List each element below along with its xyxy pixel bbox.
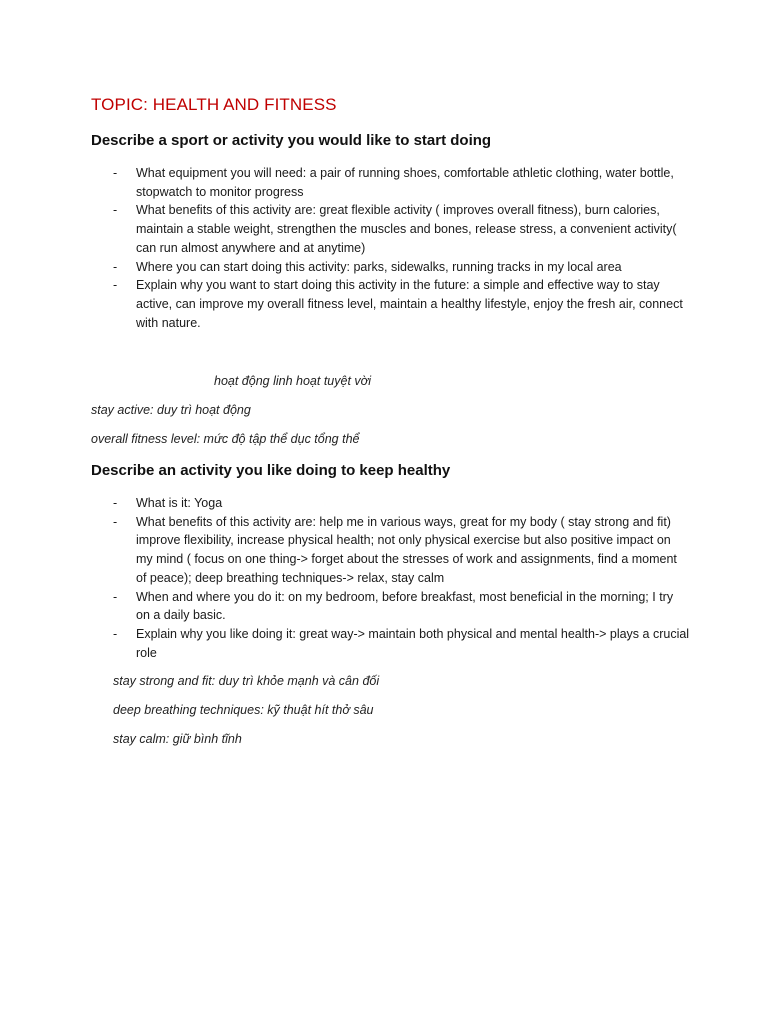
topic-title: TOPIC: HEALTH AND FITNESS [91, 95, 337, 114]
list-item [0, 513, 690, 588]
section2-list [0, 494, 690, 662]
list-item-text: When and where you do it: on my bedroom, before breakfast, most beneficial in the morning; I try on a daily basic. [136, 589, 674, 623]
section1-heading: Describe a sport or activity you would like to start doing [91, 132, 492, 149]
vocab-note: stay strong and fit: duy trì khỏe mạnh và cân đối [113, 674, 380, 688]
list-item-text: Explain why you like doing it: great way-> maintain both physical and mental health-> plays a crucial role [136, 626, 690, 660]
vocab-note: hoạt động linh hoạt tuyệt vời [214, 374, 371, 388]
section2-heading: Describe an activity you like doing to keep healthy [91, 462, 451, 479]
vocab-note: stay calm: giữ bình tĩnh [113, 732, 242, 746]
list-item-text: Explain why you want to start doing this activity in the future: a simple and effective way to stay active, can improve my overall fitness level, maintain a healthy lifestyle, enjoy the fresh air, connect with nature. [136, 278, 683, 330]
list-item-text: What equipment you will need: a pair of running shoes, comfortable athletic clothing, water bottle, stopwatch to monitor progress [136, 166, 674, 199]
list-item-text: Where you can start doing this activity: parks, sidewalks, running tracks in my local area [136, 259, 622, 274]
list-item [0, 588, 690, 625]
vocab-note: overall fitness level: mức độ tập thể dục tổng thể [91, 432, 360, 446]
bullet-dash: - [113, 496, 118, 510]
bullet-dash: - [113, 166, 118, 180]
vocab-note: deep breathing techniques: kỹ thuật hít thở sâu [113, 703, 374, 717]
list-item [0, 625, 690, 662]
bullet-dash: - [113, 514, 118, 529]
bullet-dash: - [113, 278, 118, 293]
list-item [0, 201, 690, 257]
list-item [0, 258, 690, 277]
list-item [0, 276, 690, 332]
bullet-dash: - [113, 589, 118, 604]
section1-list [0, 164, 690, 332]
list-item-text: What benefits of this activity are: great flexible activity ( improves overall fitness), burn calories, maintain a stable weight, strengthen the muscles and bones, release stress, a convenient activity( can run almost anywhere and at anytime) [136, 203, 677, 255]
list-item [0, 494, 690, 513]
bullet-dash: - [113, 203, 118, 218]
list-item [0, 164, 690, 201]
list-item-text: What benefits of this activity are: help me in various ways, great for my body ( stay strong and fit) improve flexibility, increase physical health; not only physical exercise but also positive impact on my mind ( focus on one thing-> forget about the stresses of work and assignments, find a moment of peace); deep breathing techniques-> relax, stay calm [136, 514, 677, 585]
bullet-dash: - [113, 626, 118, 641]
list-item-text: What is it: Yoga [136, 496, 223, 510]
vocab-note: stay active: duy trì hoạt động [91, 403, 251, 417]
bullet-dash: - [113, 259, 118, 274]
